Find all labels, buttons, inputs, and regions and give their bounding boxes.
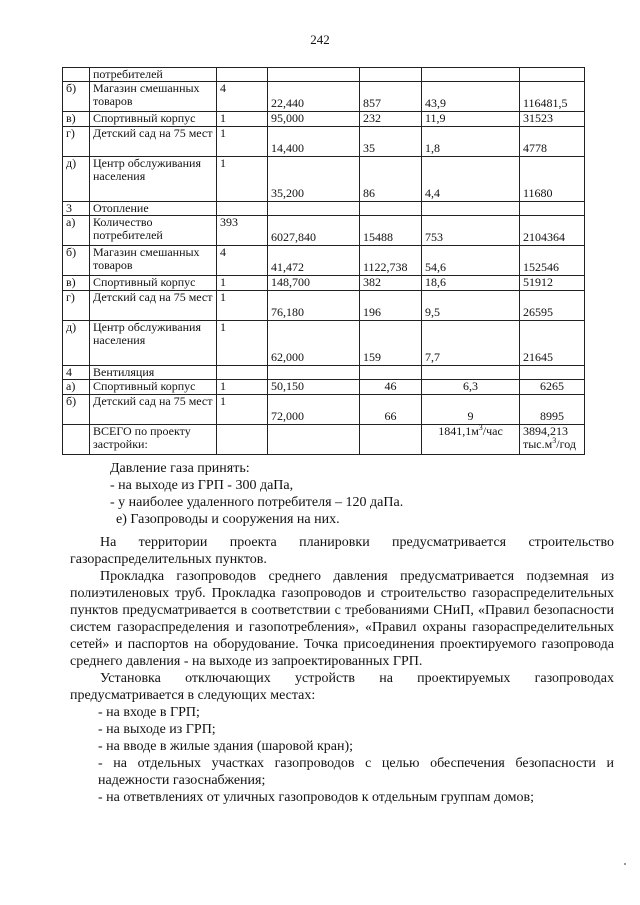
table-cell: 22,440 bbox=[268, 82, 360, 112]
gas-consumption-table bbox=[62, 67, 585, 455]
table-cell: д) bbox=[63, 321, 90, 366]
table-cell: 43,9 bbox=[422, 82, 520, 112]
table-cell: 4 bbox=[217, 82, 268, 112]
table-total-row bbox=[63, 425, 585, 455]
table-row bbox=[63, 127, 585, 157]
table-cell: г) bbox=[63, 291, 90, 321]
table-row bbox=[63, 246, 585, 276]
table-cell bbox=[360, 425, 422, 455]
table-cell: б) bbox=[63, 82, 90, 112]
table-cell: 14,400 bbox=[268, 127, 360, 157]
pressure-item-remote: - у наиболее удаленного потребителя – 120 даПа. bbox=[110, 495, 404, 510]
table-row bbox=[63, 82, 585, 112]
total-gas-year-value: 3894,213 bbox=[523, 424, 568, 438]
table-cell: 31523 bbox=[520, 112, 585, 127]
table-cell: 857 bbox=[360, 82, 422, 112]
table-cell: 72,000 bbox=[268, 395, 360, 425]
table-row bbox=[63, 68, 585, 82]
table-row bbox=[63, 380, 585, 395]
table-cell: д) bbox=[63, 157, 90, 202]
table-cell: б) bbox=[63, 246, 90, 276]
paragraph-valves: Установка отключающих устройств на проектируемых газопроводах предусматривается в следующих местах: bbox=[70, 671, 614, 703]
total-gas-hour-unit: /час bbox=[482, 424, 503, 438]
table-cell: Отопление bbox=[90, 202, 217, 216]
table-cell: 9 bbox=[422, 395, 520, 425]
table-cell: 3 bbox=[63, 202, 90, 216]
table-cell: б) bbox=[63, 395, 90, 425]
list-item: - на выходе из ГРП; bbox=[98, 722, 216, 737]
table-cell bbox=[360, 366, 422, 380]
table-cell: 1 bbox=[217, 395, 268, 425]
table-cell: 54,6 bbox=[422, 246, 520, 276]
table-cell: 86 bbox=[360, 157, 422, 202]
table-row bbox=[63, 291, 585, 321]
table-cell: г) bbox=[63, 127, 90, 157]
table-cell: Спортивный корпус bbox=[90, 276, 217, 291]
table-cell: 1 bbox=[217, 380, 268, 395]
pressure-block bbox=[86, 460, 614, 528]
table-cell: а) bbox=[63, 216, 90, 246]
table-cell: 1 bbox=[217, 112, 268, 127]
scan-speck bbox=[624, 863, 626, 865]
table-cell bbox=[63, 68, 90, 82]
table-cell: 46 bbox=[360, 380, 422, 395]
list-item: - на входе в ГРП; bbox=[98, 705, 200, 720]
table-cell: 393 bbox=[217, 216, 268, 246]
table-cell: 2104364 bbox=[520, 216, 585, 246]
table-cell: 1,8 bbox=[422, 127, 520, 157]
table-cell: 41,472 bbox=[268, 246, 360, 276]
total-gas-hour bbox=[422, 425, 520, 455]
table-cell: в) bbox=[63, 276, 90, 291]
table-cell: 35,200 bbox=[268, 157, 360, 202]
table-cell: Детский сад на 75 мест bbox=[90, 291, 217, 321]
table-cell: потребителей bbox=[90, 68, 217, 82]
pressure-item-grp: - на выходе из ГРП - 300 даПа, bbox=[110, 478, 294, 493]
table-cell: 51912 bbox=[520, 276, 585, 291]
table-cell bbox=[360, 68, 422, 82]
table-row bbox=[63, 276, 585, 291]
list-item: - на ответвлениях от уличных газопроводов к отдельным группам домов; bbox=[98, 790, 535, 805]
table-cell: 6,3 bbox=[422, 380, 520, 395]
table-cell bbox=[520, 68, 585, 82]
table-cell bbox=[520, 202, 585, 216]
table-cell: Детский сад на 75 мест bbox=[90, 395, 217, 425]
table-cell: а) bbox=[63, 380, 90, 395]
table-cell: 11680 bbox=[520, 157, 585, 202]
table-cell bbox=[360, 202, 422, 216]
table-row bbox=[63, 157, 585, 202]
page-number: 242 bbox=[310, 32, 330, 47]
table-cell: 15488 bbox=[360, 216, 422, 246]
table-cell bbox=[422, 366, 520, 380]
total-label: ВСЕГО по проекту застройки: bbox=[90, 425, 217, 455]
table-cell: Центр обслуживания населения bbox=[90, 157, 217, 202]
table-cell: Магазин смешанных товаров bbox=[90, 82, 217, 112]
table-cell bbox=[520, 366, 585, 380]
table-cell: 1 bbox=[217, 276, 268, 291]
table-cell: 382 bbox=[360, 276, 422, 291]
total-gas-hour-value: 1841,1м bbox=[438, 424, 479, 438]
table-cell: 4 bbox=[217, 246, 268, 276]
table-cell bbox=[422, 68, 520, 82]
table-cell: 21645 bbox=[520, 321, 585, 366]
table-cell: 4 bbox=[63, 366, 90, 380]
table-cell: 1 bbox=[217, 157, 268, 202]
table-cell bbox=[217, 202, 268, 216]
table-cell: 6027,840 bbox=[268, 216, 360, 246]
table-cell: Спортивный корпус bbox=[90, 380, 217, 395]
table-cell: 7,7 bbox=[422, 321, 520, 366]
table-row bbox=[63, 112, 585, 127]
table-cell: 152546 bbox=[520, 246, 585, 276]
total-gas-hour-sup: 3 bbox=[478, 423, 483, 432]
valve-location-list bbox=[70, 704, 614, 806]
table-cell: 196 bbox=[360, 291, 422, 321]
table-cell bbox=[422, 202, 520, 216]
table-row bbox=[63, 366, 585, 380]
table-cell: 1 bbox=[217, 321, 268, 366]
table-cell: 1 bbox=[217, 127, 268, 157]
paragraph-pipeline: Прокладка газопроводов среднего давления предусматривается подземная из полиэтиленовых труб. Прокладка газопроводов и строительство газораспределительных пунктов предусматривается в соответствии с требованиями СНиП, «Правил безопасности систем газораспределения и газопотребления», «Правил охраны газораспределительных сетей» и паспортов на оборудование. Точка присоединения проектируемого газопровода среднего давления - на выходе из запроектированных ГРП. bbox=[70, 569, 614, 669]
table-cell: Количество потребителей bbox=[90, 216, 217, 246]
table-cell bbox=[268, 202, 360, 216]
table-cell: 95,000 bbox=[268, 112, 360, 127]
table-cell: 50,150 bbox=[268, 380, 360, 395]
table-cell: Центр обслуживания населения bbox=[90, 321, 217, 366]
table-cell: 148,700 bbox=[268, 276, 360, 291]
table-row bbox=[63, 216, 585, 246]
table-cell: 9,5 bbox=[422, 291, 520, 321]
table-cell: 8995 bbox=[520, 395, 585, 425]
table-cell: 26595 bbox=[520, 291, 585, 321]
list-item: - на отдельных участках газопроводов с целью обеспечения безопасности и надежности газоснабжения; bbox=[98, 756, 614, 788]
table-cell: 116481,5 bbox=[520, 82, 585, 112]
table-cell bbox=[268, 68, 360, 82]
table-cell: 232 bbox=[360, 112, 422, 127]
table-cell: в) bbox=[63, 112, 90, 127]
table-cell bbox=[217, 68, 268, 82]
table-cell bbox=[268, 425, 360, 455]
table-row bbox=[63, 395, 585, 425]
table-cell bbox=[63, 425, 90, 455]
table-cell: 1 bbox=[217, 291, 268, 321]
total-gas-year-unit-suffix: /год bbox=[556, 437, 576, 451]
table-cell: 753 bbox=[422, 216, 520, 246]
total-gas-year-unit: тыс.м bbox=[523, 437, 553, 451]
table-cell bbox=[217, 425, 268, 455]
table-cell: 4778 bbox=[520, 127, 585, 157]
table-row bbox=[63, 202, 585, 216]
total-gas-year bbox=[520, 425, 585, 455]
table-cell bbox=[217, 366, 268, 380]
table-cell: 159 bbox=[360, 321, 422, 366]
paragraph-grp: На территории проекта планировки предусматривается строительство газораспределительных пунктов. bbox=[70, 535, 614, 567]
pressure-heading: Давление газа принять: bbox=[110, 461, 250, 476]
table-cell: 11,9 bbox=[422, 112, 520, 127]
table-cell: 35 bbox=[360, 127, 422, 157]
table-row bbox=[63, 321, 585, 366]
table-cell: 76,180 bbox=[268, 291, 360, 321]
section-heading: е) Газопроводы и сооружения на них. bbox=[116, 512, 340, 527]
table-cell: Магазин смешанных товаров bbox=[90, 246, 217, 276]
table-cell: 66 bbox=[360, 395, 422, 425]
table-cell bbox=[268, 366, 360, 380]
table-cell: Детский сад на 75 мест bbox=[90, 127, 217, 157]
table-cell: 1122,738 bbox=[360, 246, 422, 276]
table-cell: 18,6 bbox=[422, 276, 520, 291]
body-text bbox=[70, 534, 614, 806]
table-cell: 4,4 bbox=[422, 157, 520, 202]
list-item: - на вводе в жилые здания (шаровой кран); bbox=[98, 739, 354, 754]
table-cell: 6265 bbox=[520, 380, 585, 395]
table-cell: Спортивный корпус bbox=[90, 112, 217, 127]
total-gas-year-sup: 3 bbox=[552, 436, 557, 445]
table-cell: 62,000 bbox=[268, 321, 360, 366]
table-cell: Вентиляция bbox=[90, 366, 217, 380]
